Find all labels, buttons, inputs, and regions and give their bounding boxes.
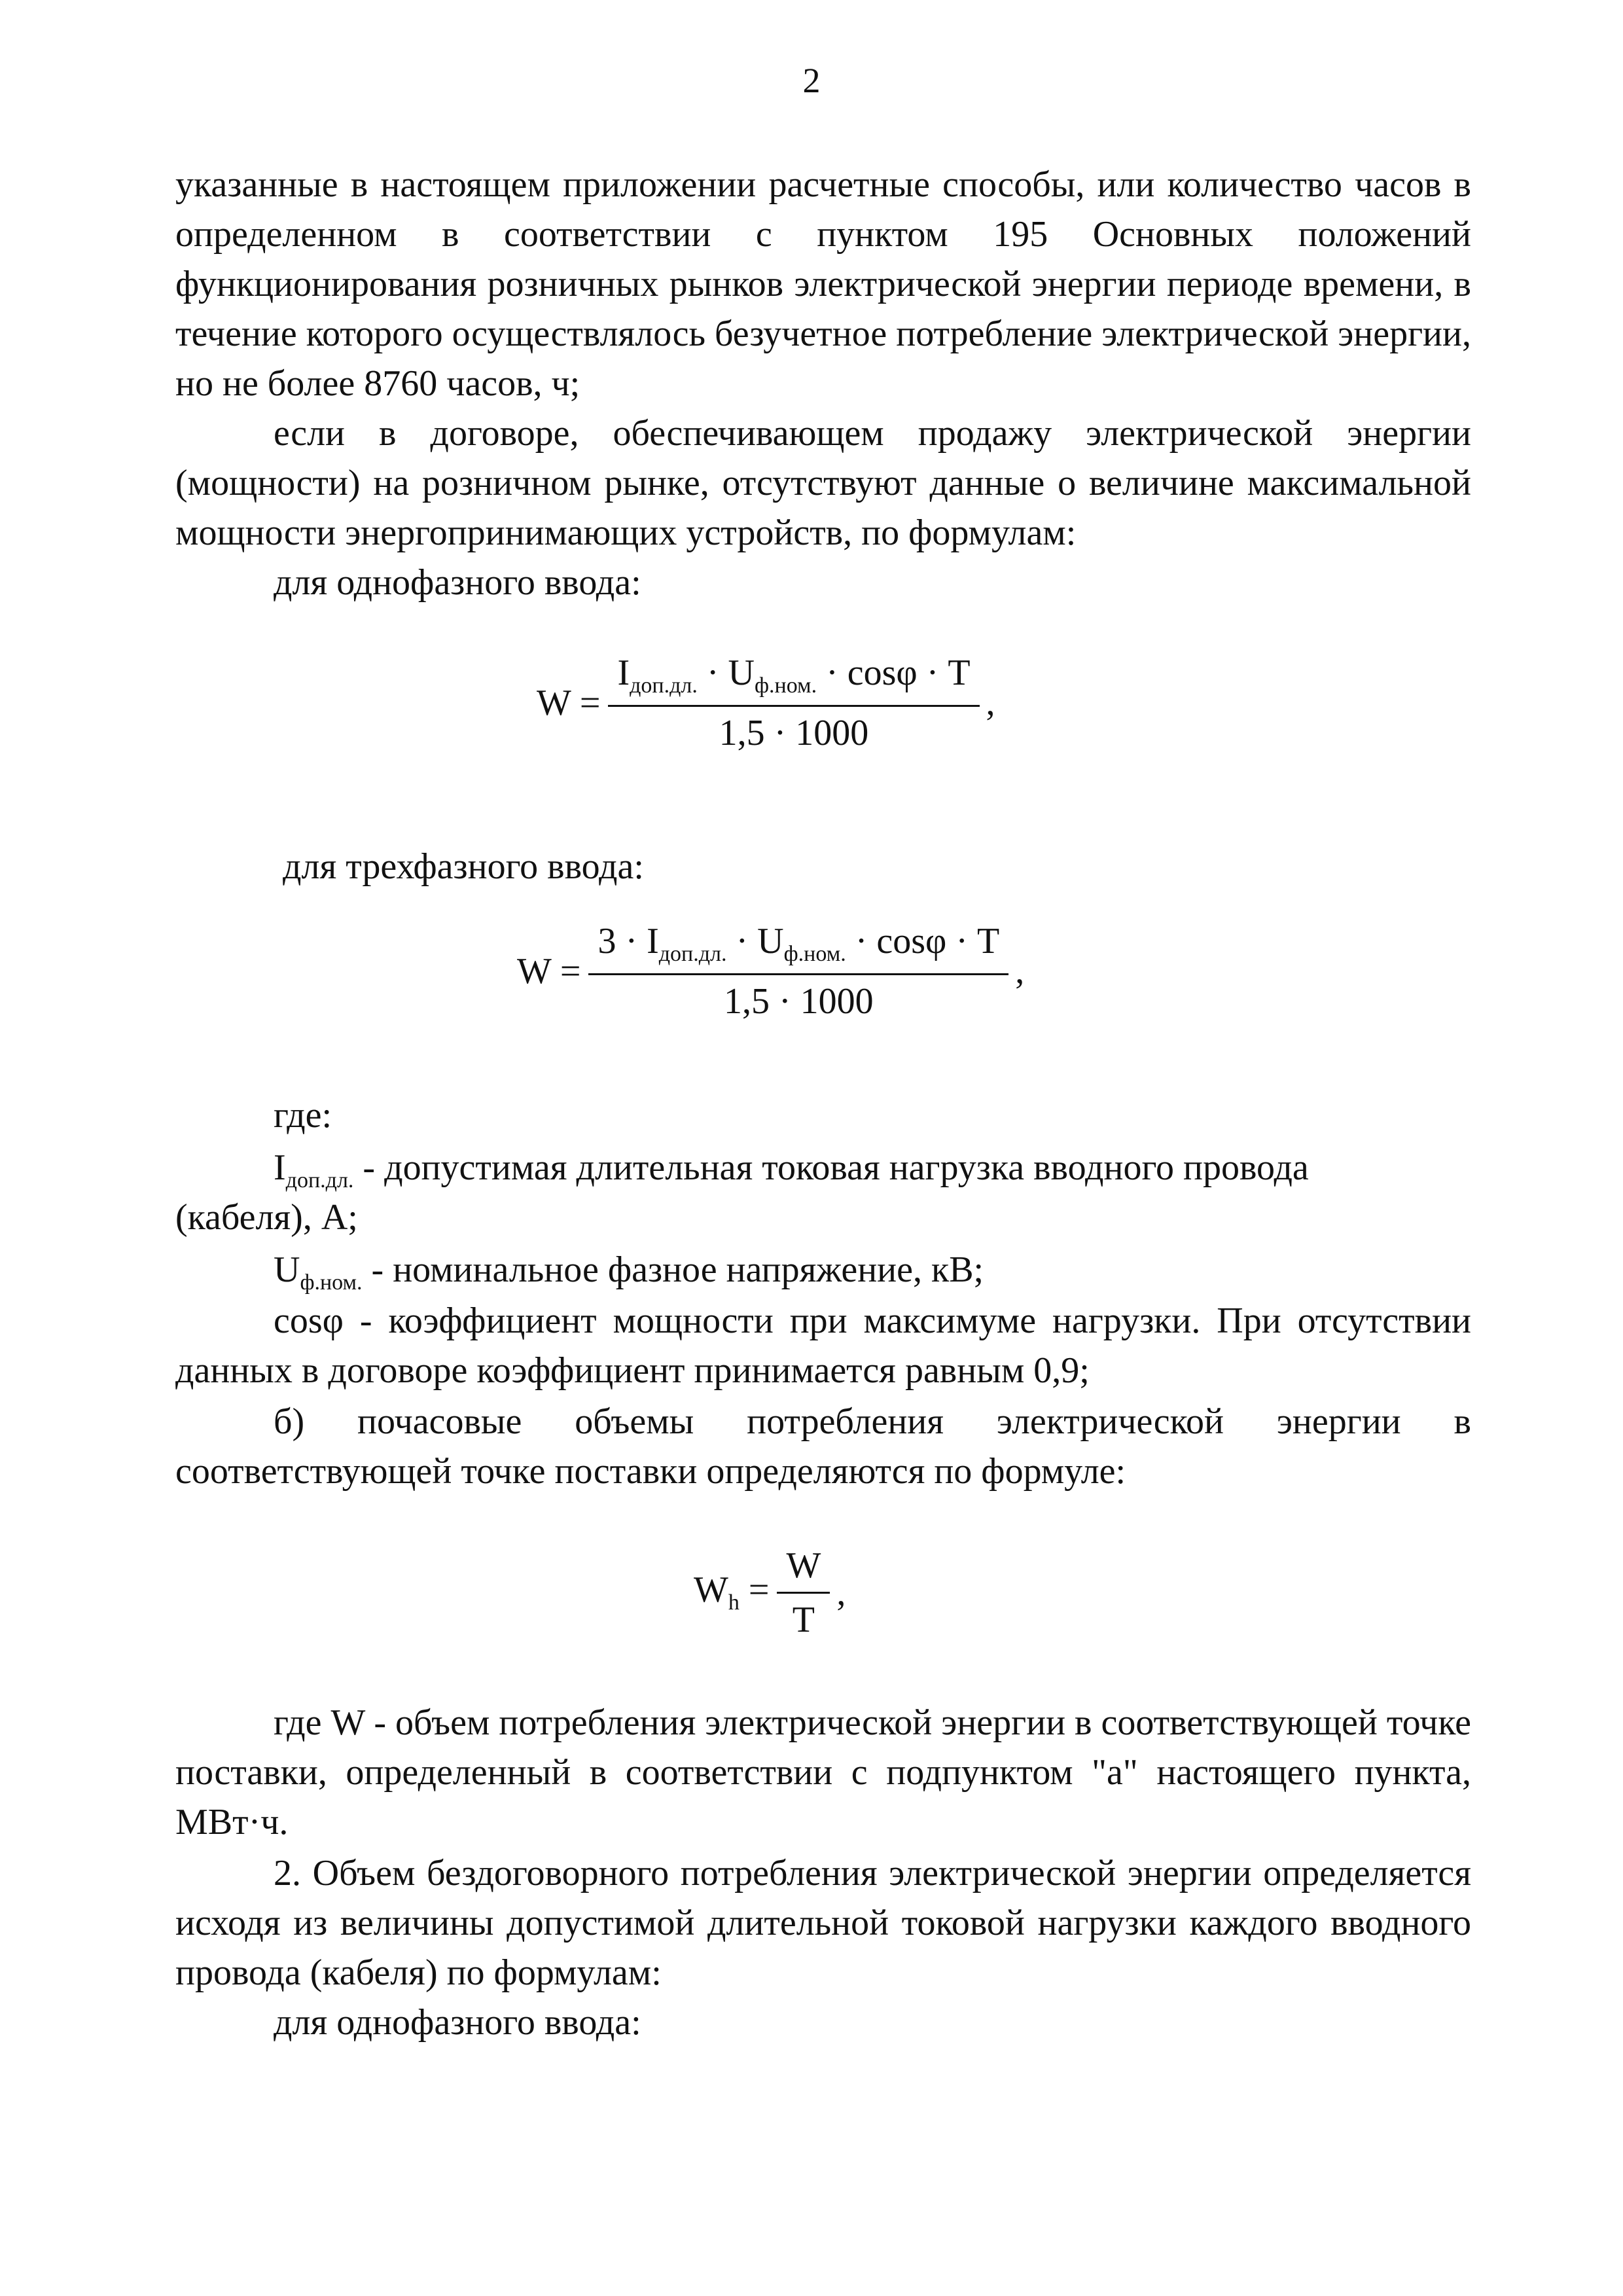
def-current-subscript: доп.дл. [285,1168,354,1193]
paragraph-no-max-power: если в договоре, обеспечивающем продажу электрической энергии (мощности) на розничном рынке, отсутствуют данные о величине максимальной мощности энергопринимающих устройств, по формулам: [175,413,1471,553]
formula-comma: , [986,683,995,723]
page-number: 2 [802,61,821,100]
symbol-W: W [694,1570,728,1610]
paragraph-where-W: где W - объем потребления электрической энергии в соответствующей точке поставки, определенный в соответствии с подпунктом "а" настоящего пункта, МВт·ч. [175,1702,1471,1842]
definition-power-factor: cosφ - коэффициент мощности при максимуме нагрузки. При отсутствии данных в договоре коэффициент принимается равным 0,9; [175,1300,1471,1391]
formula-hourly [694,1547,846,1638]
symbol-U: U [757,921,784,961]
symbol-dot: · [697,653,728,693]
formula-numerator [608,655,979,707]
symbol-cos-t: · cosφ · T [846,921,1000,961]
paragraph-hourly-volumes: б) почасовые объемы потребления электрической энергии в соответствующей точке поставки определяются по формуле: [175,1401,1471,1492]
formula-lhs [694,1571,769,1614]
formula-fraction [777,1547,830,1638]
def-current-symbol: I [274,1147,286,1188]
formula-fraction [608,655,979,751]
formula-denominator: 1,5 · 1000 [719,713,869,753]
formula-single-phase [537,655,995,751]
formula-denominator: T [792,1600,815,1640]
formula-lhs: W = [517,951,581,992]
formula-three-phase [517,923,1024,1020]
label-single-phase-input-2: для однофазного ввода: [274,2002,641,2043]
formula-comma: , [836,1572,846,1613]
symbol-U: U [728,653,755,693]
formula-numerator [588,923,1008,975]
definition-current [274,1143,1309,1206]
paragraph-calculation-methods: указанные в настоящем приложении расчетные способы, или количество часов в определенном в соответствии с пунктом 195 Основных положений функционирования розничных рынков электрической энергии периоде времени, в течение которого осуществлялось безучетное потребление электрической энергии, но не более 8760 часов, ч; [175,164,1471,404]
symbol-U-subscript: ф.ном. [754,673,817,698]
definition-current-continued: (кабеля), А; [175,1197,358,1238]
symbol-three: 3 · [597,921,647,961]
label-where: где: [274,1095,332,1136]
symbol-dot: · [726,921,758,961]
formula-denominator: 1,5 · 1000 [723,981,874,1022]
symbol-I: I [647,921,659,961]
paragraph-contractless-consumption: 2. Объем бездоговорного потребления электрической энергии определяется исходя из величины допустимой длительной токовой нагрузки каждого вводного провода (кабеля) по формулам: [175,1853,1471,1993]
formula-fraction [588,923,1008,1020]
label-single-phase-input: для однофазного ввода: [274,562,641,603]
def-current-text: - допустимая длительная токовая нагрузка вводного провода [353,1147,1309,1188]
symbol-cos-t: · cosφ · T [817,653,971,693]
symbol-I-subscript: доп.дл. [630,673,698,698]
formula-numerator: W [777,1547,830,1594]
symbol-I-subscript: доп.дл. [658,942,727,966]
def-voltage-text: - номинальное фазное напряжение, кВ; [362,1249,984,1290]
formula-comma: , [1015,951,1025,992]
symbol-U-subscript: ф.ном. [783,942,846,966]
def-voltage-subscript: ф.ном. [300,1270,363,1295]
formula-lhs: W = [537,683,601,723]
symbol-I: I [617,653,630,693]
symbol-W-subscript: h [728,1590,740,1615]
symbol-equals: = [739,1570,770,1610]
label-three-phase-input: для трехфазного ввода: [283,846,644,887]
def-voltage-symbol: U [274,1249,300,1290]
